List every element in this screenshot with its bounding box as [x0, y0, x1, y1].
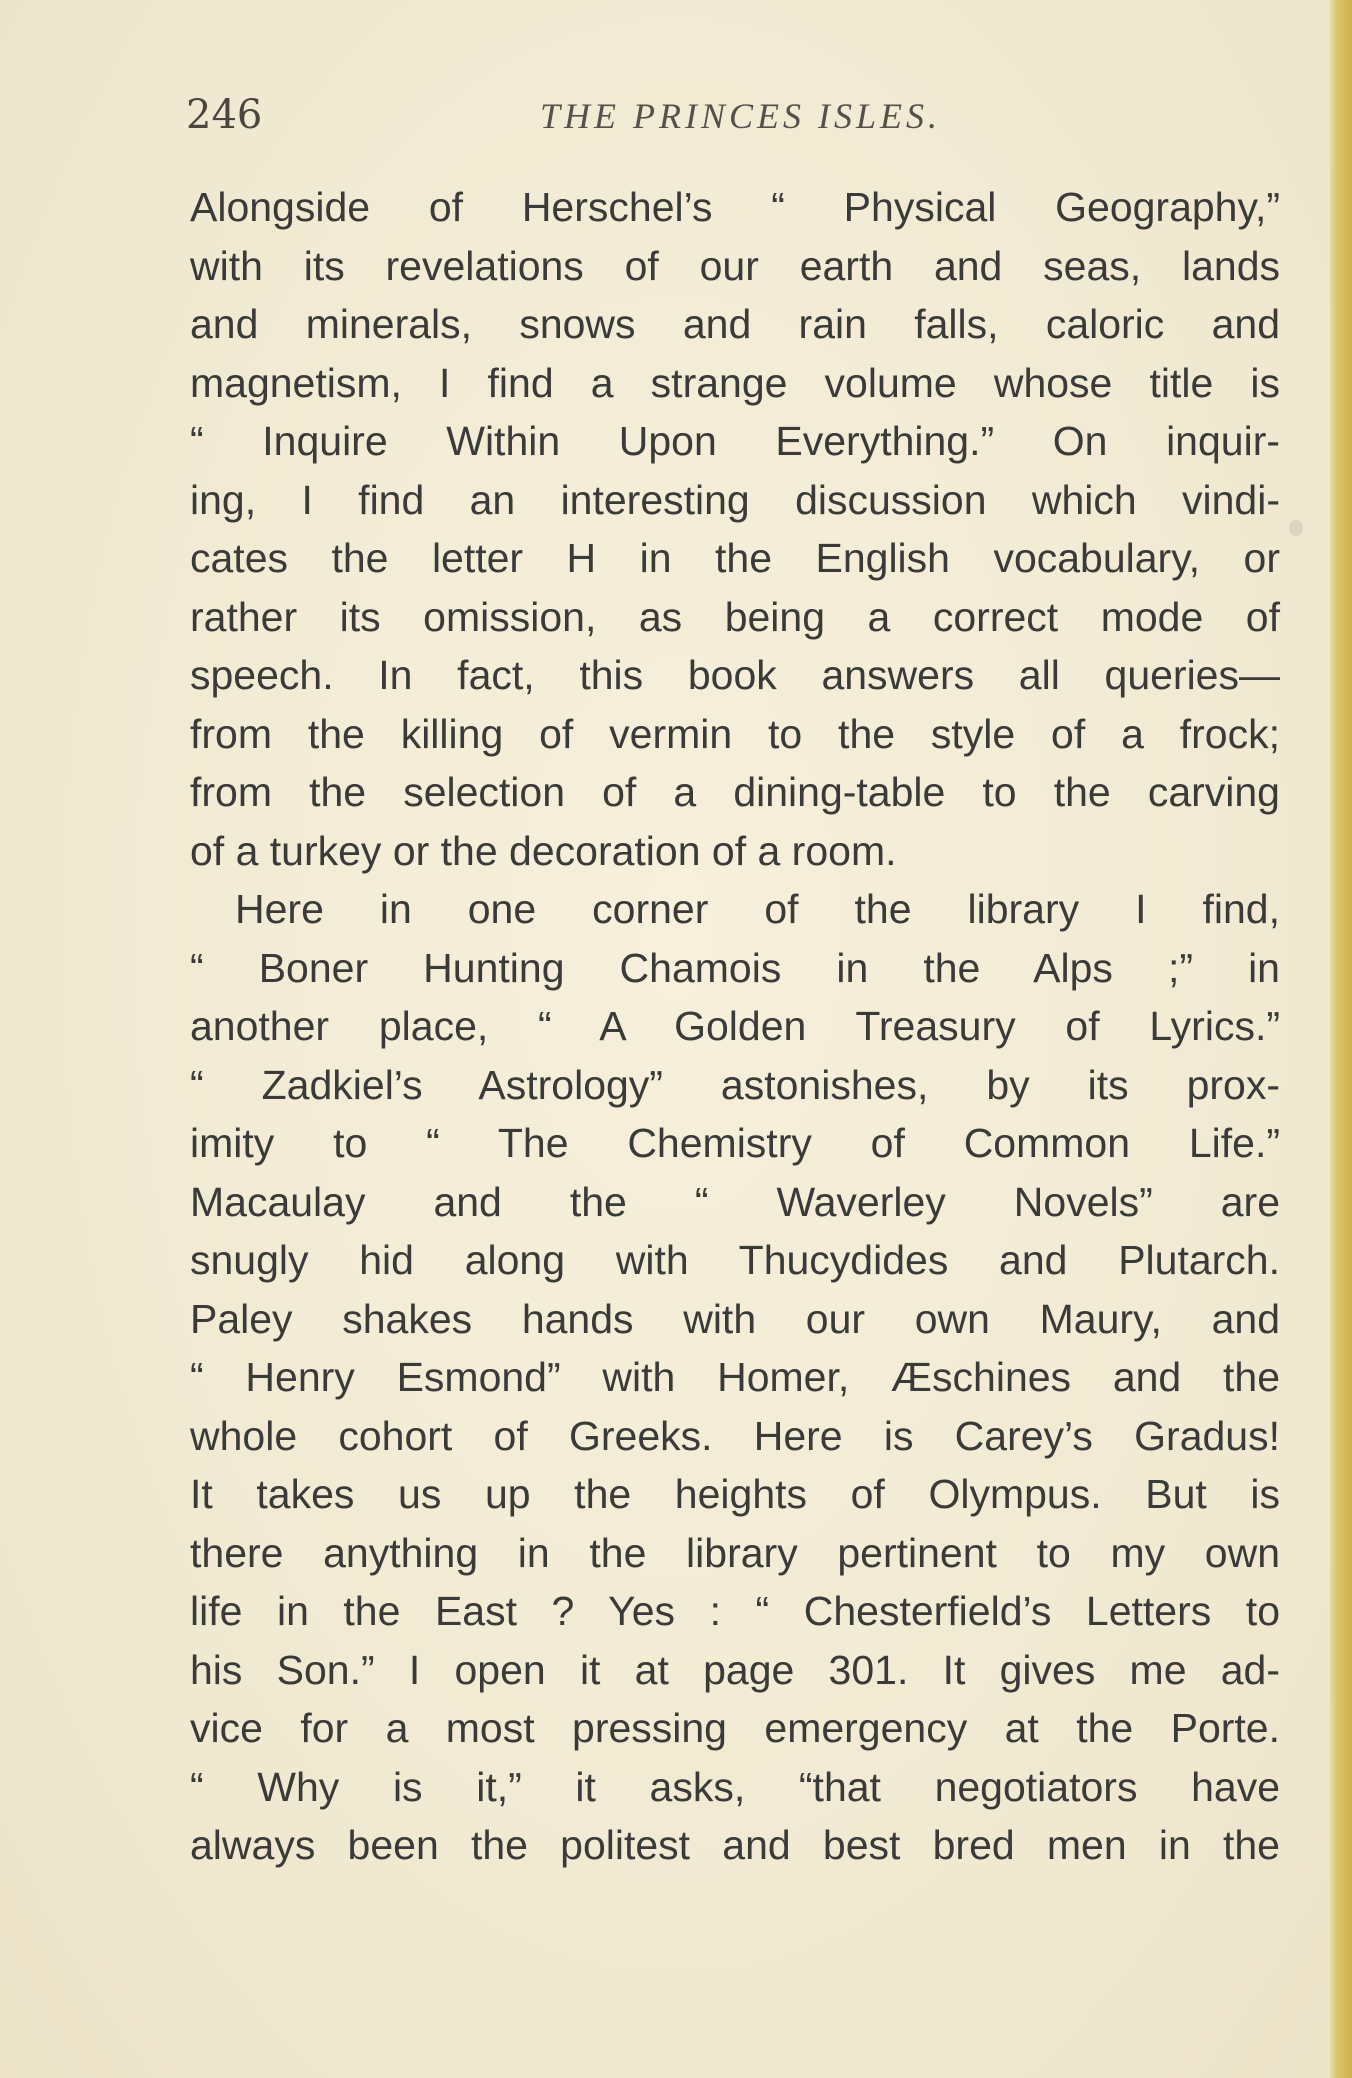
- text-line: It takes us up the heights of Olympus. But is: [190, 1471, 1280, 1517]
- text-line: Alongside of Herschel’s “ Physical Geography,”: [190, 184, 1280, 230]
- text-line: “ Inquire Within Upon Everything.” On inquir-: [190, 418, 1280, 464]
- text-line: of a turkey or the decoration of a room.: [190, 827, 897, 874]
- text-line: magnetism, I find a strange volume whose title is: [190, 359, 1280, 406]
- text-line: imity to “ The Chemistry of Common Life.”: [190, 1120, 1280, 1166]
- text-line: from the selection of a dining-table to the carving: [190, 769, 1280, 815]
- text-line: rather its omission, as being a correct mode of: [190, 593, 1280, 640]
- text-line: “ Henry Esmond” with Homer, Æschines and the: [190, 1354, 1280, 1400]
- text-line: and minerals, snows and rain falls, caloric and: [190, 301, 1280, 347]
- text-line: vice for a most pressing emergency at the Porte.: [190, 1705, 1280, 1751]
- text-line: speech. In fact, this book answers all queries—: [190, 652, 1280, 698]
- text-line: “ Why is it,” it asks, “that negotiators have: [190, 1763, 1280, 1810]
- text-line: Here in one corner of the library I find,: [235, 886, 1280, 932]
- page-number: 246: [186, 92, 263, 138]
- paper-spot: [1289, 520, 1303, 536]
- text-line: whole cohort of Greeks. Here is Carey’s Gradus!: [190, 1412, 1280, 1459]
- text-line: cates the letter H in the English vocabulary, or: [190, 535, 1280, 581]
- text-line: with its revelations of our earth and seas, lands: [190, 242, 1280, 289]
- text-line: always been the politest and best bred men in the: [190, 1822, 1280, 1868]
- text-line: Macaulay and the “ Waverley Novels” are: [190, 1178, 1280, 1225]
- text-line: “ Boner Hunting Chamois in the Alps ;” in: [190, 944, 1280, 991]
- text-line: there anything in the library pertinent to my own: [190, 1529, 1280, 1576]
- page-edge: [1330, 0, 1352, 2078]
- text-line: snugly hid along with Thucydides and Plutarch.: [190, 1237, 1280, 1283]
- text-line: another place, “ A Golden Treasury of Lyrics.”: [190, 1003, 1280, 1049]
- text-line: his Son.” I open it at page 301. It gives me ad-: [190, 1646, 1280, 1693]
- text-line: Paley shakes hands with our own Maury, and: [190, 1295, 1280, 1342]
- text-line: ing, I find an interesting discussion which vindi-: [190, 476, 1280, 523]
- running-head: THE PRINCES ISLES.: [540, 96, 941, 136]
- text-line: “ Zadkiel’s Astrology” astonishes, by its prox-: [190, 1061, 1280, 1108]
- text-line: life in the East ? Yes : “ Chesterfield’s Letters to: [190, 1588, 1280, 1634]
- body-text: [190, 178, 1280, 1875]
- text-line: from the killing of vermin to the style of a frock;: [190, 710, 1280, 757]
